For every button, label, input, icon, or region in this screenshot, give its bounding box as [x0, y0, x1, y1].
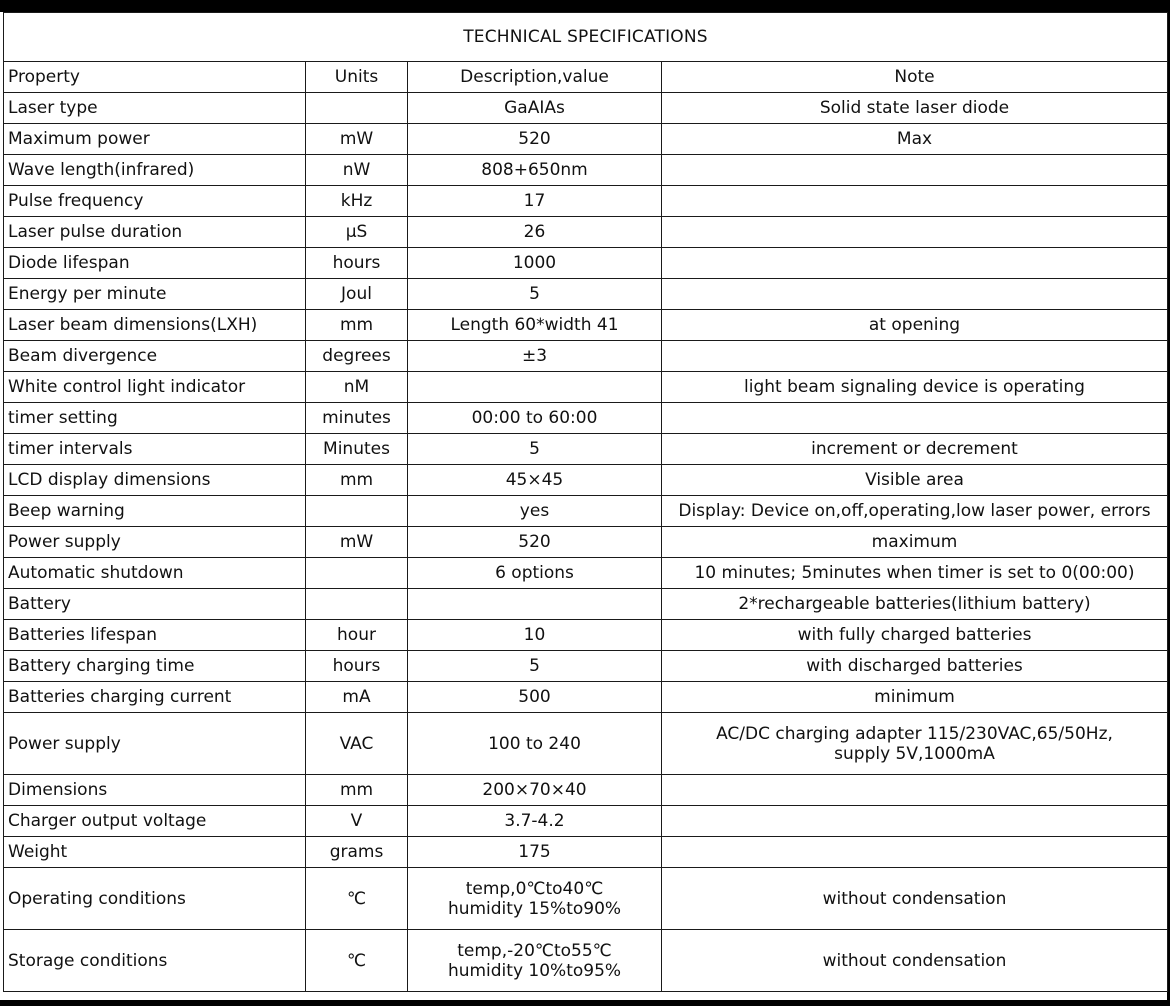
cell-note — [662, 341, 1168, 372]
title-row — [4, 13, 1168, 62]
cell-value: Length 60*width 41 — [408, 310, 662, 341]
top-border-bar — [0, 0, 1170, 12]
cell-units: minutes — [306, 403, 408, 434]
cell-units: nM — [306, 372, 408, 403]
cell-property: Weight — [4, 837, 306, 868]
cell-units: nW — [306, 155, 408, 186]
cell-note: Display: Device on,off,operating,low laser power, errors — [662, 496, 1168, 527]
cell-value: 5 — [408, 651, 662, 682]
table-row — [4, 279, 1168, 310]
table-row — [4, 589, 1168, 620]
cell-note: increment or decrement — [662, 434, 1168, 465]
cell-note: light beam signaling device is operating — [662, 372, 1168, 403]
cell-note — [662, 837, 1168, 868]
table-row — [4, 837, 1168, 868]
cell-property: Charger output voltage — [4, 806, 306, 837]
cell-units: Minutes — [306, 434, 408, 465]
cell-note: at opening — [662, 310, 1168, 341]
table-row — [4, 527, 1168, 558]
table-row — [4, 775, 1168, 806]
cell-units: μS — [306, 217, 408, 248]
cell-property: Wave length(infrared) — [4, 155, 306, 186]
table-row — [4, 558, 1168, 589]
cell-property: Batteries charging current — [4, 682, 306, 713]
cell-property: Pulse frequency — [4, 186, 306, 217]
cell-property: Beep warning — [4, 496, 306, 527]
cell-value: 520 — [408, 527, 662, 558]
cell-property: Maximum power — [4, 124, 306, 155]
cell-units: hours — [306, 651, 408, 682]
cell-note: 2*rechargeable batteries(lithium battery) — [662, 589, 1168, 620]
cell-note: without condensation — [662, 930, 1168, 992]
cell-value: 17 — [408, 186, 662, 217]
cell-note: with fully charged batteries — [662, 620, 1168, 651]
table-row — [4, 341, 1168, 372]
cell-note — [662, 775, 1168, 806]
cell-note — [662, 186, 1168, 217]
column-header-units: Units — [306, 62, 408, 93]
cell-units — [306, 93, 408, 124]
spec-table — [3, 12, 1168, 992]
cell-value: 200×70×40 — [408, 775, 662, 806]
cell-units: mm — [306, 465, 408, 496]
cell-note — [662, 279, 1168, 310]
cell-value — [408, 372, 662, 403]
cell-note — [662, 806, 1168, 837]
cell-property: LCD display dimensions — [4, 465, 306, 496]
cell-property: Diode lifespan — [4, 248, 306, 279]
cell-value: temp,0℃to40℃ humidity 15%to90% — [408, 868, 662, 930]
cell-units: ℃ — [306, 930, 408, 992]
column-header-property: Property — [4, 62, 306, 93]
cell-value: 175 — [408, 837, 662, 868]
cell-property: Beam divergence — [4, 341, 306, 372]
cell-units: V — [306, 806, 408, 837]
table-row — [4, 496, 1168, 527]
cell-property: White control light indicator — [4, 372, 306, 403]
table-row — [4, 651, 1168, 682]
cell-value: 5 — [408, 434, 662, 465]
cell-units: mm — [306, 775, 408, 806]
cell-value: 500 — [408, 682, 662, 713]
cell-property: Battery charging time — [4, 651, 306, 682]
table-row — [4, 465, 1168, 496]
cell-value: 26 — [408, 217, 662, 248]
table-row — [4, 310, 1168, 341]
table-row — [4, 93, 1168, 124]
cell-property: Laser beam dimensions(LXH) — [4, 310, 306, 341]
bottom-border-bar — [0, 1000, 1170, 1006]
column-header-note: Note — [662, 62, 1168, 93]
cell-note — [662, 403, 1168, 434]
table-row — [4, 930, 1168, 992]
cell-units: ℃ — [306, 868, 408, 930]
cell-property: Laser type — [4, 93, 306, 124]
cell-note — [662, 217, 1168, 248]
table-row — [4, 372, 1168, 403]
table-row — [4, 713, 1168, 775]
cell-units: mA — [306, 682, 408, 713]
cell-note: Solid state laser diode — [662, 93, 1168, 124]
cell-value — [408, 589, 662, 620]
cell-note: Max — [662, 124, 1168, 155]
cell-value: 1000 — [408, 248, 662, 279]
table-row — [4, 155, 1168, 186]
cell-note — [662, 155, 1168, 186]
cell-property: Power supply — [4, 527, 306, 558]
cell-property: Power supply — [4, 713, 306, 775]
cell-value: temp,-20℃to55℃ humidity 10%to95% — [408, 930, 662, 992]
cell-property: Storage conditions — [4, 930, 306, 992]
column-header-value: Description,value — [408, 62, 662, 93]
cell-units — [306, 558, 408, 589]
cell-units: mm — [306, 310, 408, 341]
table-row — [4, 217, 1168, 248]
cell-units: hours — [306, 248, 408, 279]
cell-property: Dimensions — [4, 775, 306, 806]
cell-units: Joul — [306, 279, 408, 310]
table-row — [4, 403, 1168, 434]
cell-property: timer intervals — [4, 434, 306, 465]
spec-sheet — [3, 12, 1167, 1000]
cell-value: 520 — [408, 124, 662, 155]
cell-units: degrees — [306, 341, 408, 372]
cell-value: 3.7-4.2 — [408, 806, 662, 837]
cell-value: 6 options — [408, 558, 662, 589]
cell-value: GaAIAs — [408, 93, 662, 124]
cell-note: maximum — [662, 527, 1168, 558]
cell-property: Operating conditions — [4, 868, 306, 930]
cell-value: 100 to 240 — [408, 713, 662, 775]
cell-property: timer setting — [4, 403, 306, 434]
cell-note — [662, 248, 1168, 279]
cell-value: yes — [408, 496, 662, 527]
cell-units — [306, 589, 408, 620]
cell-property: Automatic shutdown — [4, 558, 306, 589]
cell-units: VAC — [306, 713, 408, 775]
cell-note: AC/DC charging adapter 115/230VAC,65/50Hz, supply 5V,1000mA — [662, 713, 1168, 775]
cell-note: minimum — [662, 682, 1168, 713]
cell-property: Energy per minute — [4, 279, 306, 310]
table-row — [4, 186, 1168, 217]
header-row — [4, 62, 1168, 93]
cell-units: mW — [306, 124, 408, 155]
cell-units — [306, 496, 408, 527]
table-row — [4, 620, 1168, 651]
cell-value: 45×45 — [408, 465, 662, 496]
cell-value: ±3 — [408, 341, 662, 372]
table-row — [4, 434, 1168, 465]
table-row — [4, 248, 1168, 279]
cell-value: 10 — [408, 620, 662, 651]
cell-units: grams — [306, 837, 408, 868]
table-row — [4, 124, 1168, 155]
cell-value: 5 — [408, 279, 662, 310]
cell-property: Batteries lifespan — [4, 620, 306, 651]
table-title: TECHNICAL SPECIFICATIONS — [4, 13, 1168, 62]
cell-units: mW — [306, 527, 408, 558]
cell-note: without condensation — [662, 868, 1168, 930]
cell-property: Battery — [4, 589, 306, 620]
cell-note: with discharged batteries — [662, 651, 1168, 682]
cell-note: 10 minutes; 5minutes when timer is set to 0(00:00) — [662, 558, 1168, 589]
cell-units: hour — [306, 620, 408, 651]
cell-value: 00:00 to 60:00 — [408, 403, 662, 434]
table-row — [4, 682, 1168, 713]
cell-note: Visible area — [662, 465, 1168, 496]
table-row — [4, 868, 1168, 930]
cell-units: kHz — [306, 186, 408, 217]
table-row — [4, 806, 1168, 837]
cell-property: Laser pulse duration — [4, 217, 306, 248]
cell-value: 808+650nm — [408, 155, 662, 186]
